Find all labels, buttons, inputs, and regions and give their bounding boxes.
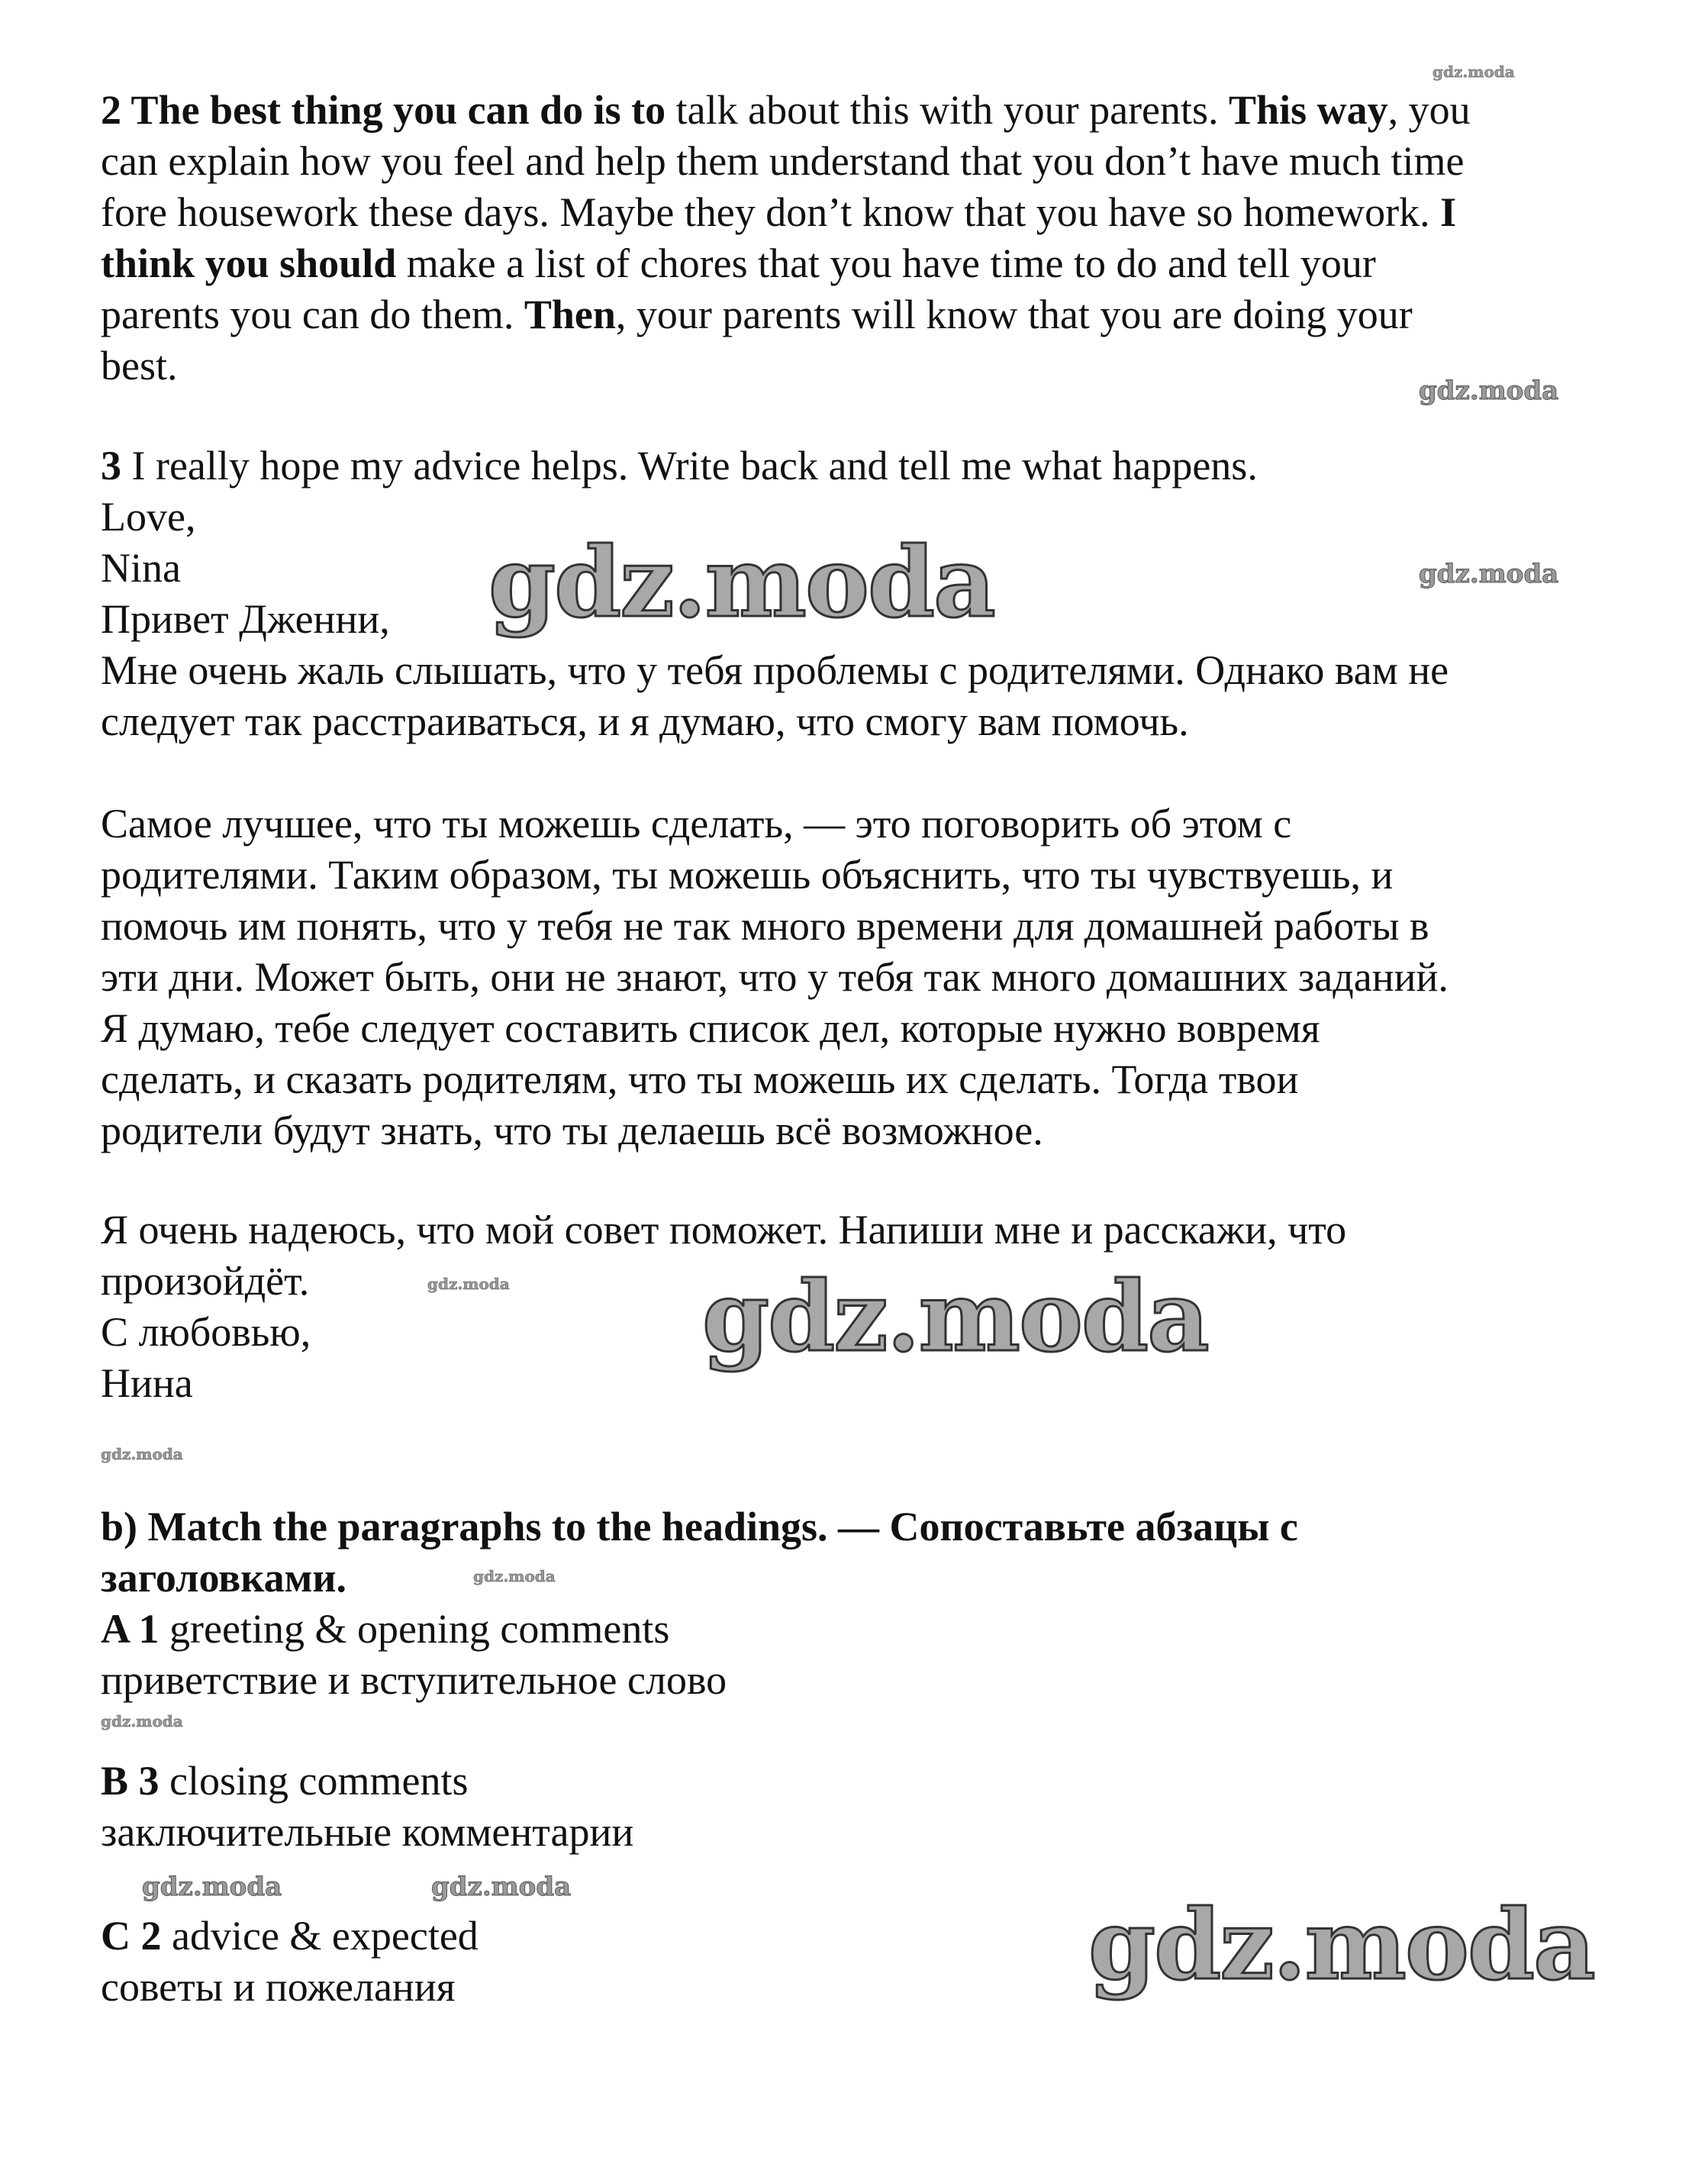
watermark: gdz.moda: [1432, 63, 1515, 81]
text: Love,: [101, 494, 196, 540]
watermark: gdz.moda: [427, 1275, 510, 1293]
text: сделать, и сказать родителям, что ты можешь их сделать. Тогда твои: [101, 1056, 1299, 1102]
text-line: [101, 696, 1189, 747]
text-line: [101, 1604, 669, 1655]
text: заключительные комментарии: [101, 1809, 634, 1855]
text-line: [101, 798, 1291, 850]
text-line: [101, 543, 181, 594]
text: родители будут знать, что ты делаешь всё возможное.: [101, 1108, 1043, 1153]
text-line: [101, 1911, 479, 1962]
text: advice & expected: [161, 1913, 479, 1959]
text: Нина: [101, 1360, 193, 1406]
text: Привет Дженни,: [101, 596, 390, 642]
text-line: [101, 1003, 1320, 1054]
text: best.: [101, 343, 178, 389]
text-line: [101, 136, 1465, 187]
text: can explain how you feel and help them understand that you don’t have much time: [101, 138, 1465, 184]
paragraph-en-2: [101, 85, 1471, 392]
text-line: [101, 440, 1258, 492]
text: Самое лучшее, что ты можешь сделать, — это поговорить об этом с: [101, 801, 1292, 846]
watermark: gdz.moda: [101, 1445, 183, 1463]
text-line: [101, 1962, 456, 2013]
text-line: [101, 1756, 468, 1807]
watermark: gdz.moda: [142, 1872, 282, 1902]
bold-text: A 1: [101, 1606, 160, 1652]
bold-text: C 2: [101, 1913, 162, 1959]
watermark-large: gdz.moda: [702, 1260, 1208, 1373]
text: parents you can do them.: [101, 292, 524, 337]
watermark-large: gdz.moda: [1088, 1888, 1594, 2001]
text-line: [101, 645, 1449, 696]
answer-b: [101, 1756, 633, 1858]
text: greeting & opening comments: [159, 1606, 670, 1652]
text: Мне очень жаль слышать, что у тебя проблемы с родителями. Однако вам не: [101, 647, 1449, 693]
text: Я думаю, тебе следует составить список дел, которые нужно вовремя: [101, 1005, 1320, 1051]
text-line: [101, 1553, 346, 1604]
text: советы и пожелания: [101, 1964, 456, 2010]
text-line: [101, 1501, 1298, 1553]
paragraph-ru-2: [101, 798, 1449, 1156]
text-line: [101, 1256, 309, 1307]
bold-text: заголовками.: [101, 1555, 346, 1601]
text-line: [101, 1054, 1298, 1105]
text-line: [101, 289, 1413, 340]
bold-text: B 3: [101, 1758, 160, 1804]
bold-text: think you should: [101, 240, 397, 286]
text: closing comments: [159, 1758, 469, 1804]
task-b-heading: [101, 1501, 1298, 1706]
text-line: [101, 952, 1449, 1003]
text-line: [101, 238, 1376, 289]
text: Nina: [101, 545, 181, 591]
watermark: gdz.moda: [101, 1712, 183, 1730]
bold-text: This way: [1229, 87, 1388, 133]
text-line: [101, 1204, 1346, 1256]
text: I really hope my advice helps. Write back and tell me what happens.: [121, 443, 1258, 489]
text-line: [101, 340, 178, 392]
text-line: [101, 1807, 633, 1858]
text-line: [101, 594, 390, 645]
text-line: [101, 187, 1456, 238]
text: , you: [1387, 87, 1471, 133]
text-line: [101, 901, 1429, 952]
text: произойдёт.: [101, 1258, 310, 1304]
text: Я очень надеюсь, что мой совет поможет. Напиши мне и расскажи, что: [101, 1207, 1347, 1253]
text: talk about this with your parents.: [665, 87, 1229, 133]
watermark: gdz.moda: [1419, 559, 1559, 589]
text: С любовью,: [101, 1309, 311, 1355]
text: make a list of chores that you have time to do and tell your: [396, 240, 1376, 286]
bold-text: b) Match the paragraphs to the headings. — Сопоставьте абзацы с: [101, 1504, 1298, 1549]
text-line: [101, 85, 1471, 136]
answer-c: [101, 1911, 479, 2013]
bold-text: I: [1440, 189, 1457, 235]
text-line: [101, 1655, 727, 1706]
bold-text: 3: [101, 443, 121, 489]
bold-text: 2 The best thing you can do is to: [101, 87, 666, 133]
text: приветствие и вступительное слово: [101, 1657, 727, 1703]
text-line: [101, 1307, 311, 1358]
text: , your parents will know that you are doing your: [615, 292, 1413, 337]
watermark: gdz.moda: [473, 1567, 556, 1585]
bold-text: Then: [524, 292, 616, 337]
text-line: [101, 492, 195, 543]
text: родителями. Таким образом, ты можешь объяснить, что ты чувствуешь, и: [101, 852, 1394, 898]
text-line: [101, 850, 1393, 901]
text: следует так расстраиваться, и я думаю, что смогу вам помочь.: [101, 698, 1189, 744]
text: помочь им понять, что у тебя не так много времени для домашней работы в: [101, 903, 1429, 949]
text-line: [101, 1358, 193, 1409]
text-line: [101, 1105, 1043, 1156]
watermark-large: gdz.moda: [488, 526, 994, 639]
watermark: gdz.moda: [1419, 376, 1559, 406]
text: эти дни. Может быть, они не знают, что у тебя так много домашних заданий.: [101, 954, 1449, 1000]
text: fore housework these days. Maybe they don’t know that you have so homework.: [101, 189, 1441, 235]
watermark: gdz.moda: [431, 1872, 572, 1902]
